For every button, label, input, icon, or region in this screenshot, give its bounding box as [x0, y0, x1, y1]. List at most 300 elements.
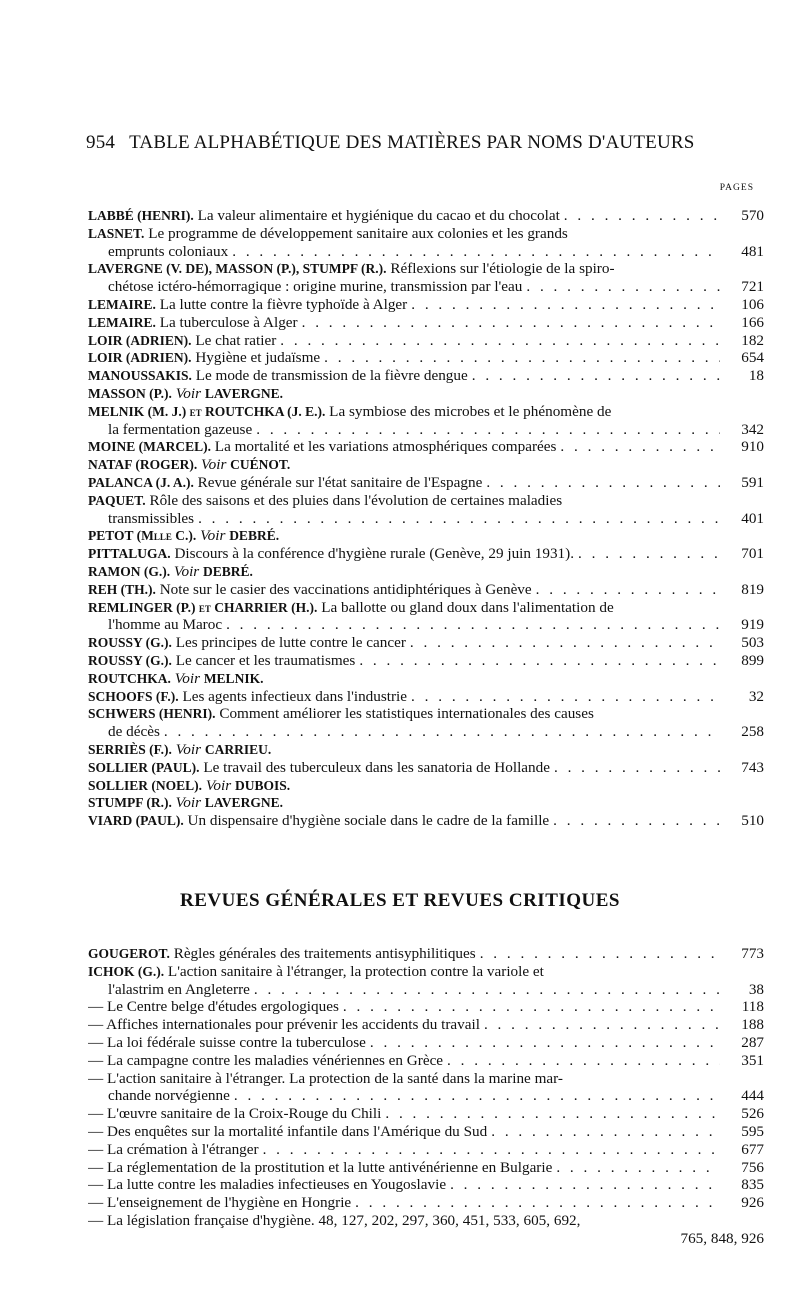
- entry-title: La tuberculose à Alger: [155, 313, 298, 331]
- see-also-label: Voir: [197, 456, 231, 474]
- entry-line: [88, 349, 764, 367]
- entry-text: [88, 1212, 580, 1230]
- entry-text: [88, 741, 271, 759]
- dot-leader: [480, 1016, 720, 1034]
- see-also-author: LAVERGNE.: [204, 795, 283, 811]
- author-name: REH (TH.).: [88, 581, 156, 597]
- dot-leader: [366, 1034, 720, 1052]
- entry-text: [88, 777, 290, 795]
- entry-title: Comment améliorer les statistiques internationales des causes: [215, 705, 594, 723]
- entry-title: — La crémation à l'étranger: [88, 1140, 259, 1158]
- entry-line: [88, 688, 764, 706]
- entry-text: [108, 616, 222, 634]
- index-entry: [88, 759, 764, 777]
- page-header: [86, 132, 766, 154]
- entry-title: La mortalité et les variations atmosphériques comparées: [211, 438, 557, 456]
- author-name: LASNET.: [88, 225, 145, 241]
- dot-leader: [228, 243, 720, 261]
- author-name: SCHWERS (HENRI).: [88, 706, 216, 722]
- entry-line: [88, 225, 764, 243]
- entry-line: [88, 777, 764, 795]
- page-ref: 258: [741, 723, 764, 741]
- entry-line: [88, 367, 764, 385]
- page-ref: 677: [741, 1140, 764, 1158]
- entry-text: [88, 1105, 381, 1123]
- entry-title: Revue générale sur l'état sanitaire de l'Espagne: [193, 473, 483, 491]
- index-entry: [88, 688, 764, 706]
- entry-text: [88, 581, 532, 599]
- dot-leader: [407, 688, 720, 706]
- dot-leader: [355, 652, 720, 670]
- entry-title: — La réglementation de la prostitution et la lutte antivénérienne en Bulgarie: [88, 1158, 553, 1176]
- index-entry: [88, 1159, 764, 1177]
- entry-line: [88, 1123, 764, 1141]
- entry-line: [88, 385, 764, 403]
- dot-leader: [320, 349, 720, 367]
- index-entry: [88, 599, 764, 635]
- index-entry: [88, 705, 764, 741]
- entry-line: [88, 705, 764, 723]
- dot-leader: [446, 1176, 720, 1194]
- index-entry: [88, 527, 764, 545]
- entry-text: [88, 1159, 552, 1177]
- entry-line: [88, 812, 764, 830]
- dot-leader: [552, 1159, 720, 1177]
- entry-title: l'homme au Maroc: [108, 616, 223, 634]
- entry-title: Le cancer et les traumatismes: [171, 651, 356, 669]
- index-entry: [88, 438, 764, 456]
- entry-title: Un dispensaire d'hygiène sociale dans le cadre de la famille: [183, 812, 550, 830]
- see-also-label: Voir: [171, 794, 205, 812]
- entry-line: [88, 945, 764, 963]
- see-also-author: DUBOIS.: [234, 777, 291, 793]
- author-name: VIARD (PAUL).: [88, 813, 184, 829]
- author-name: MASSON (P.).: [88, 385, 172, 401]
- index-entry: [88, 492, 764, 528]
- dot-leader: [194, 510, 720, 528]
- page-ref: 926: [741, 1194, 764, 1212]
- index-entry: [88, 1212, 764, 1248]
- dot-leader: [259, 1141, 720, 1159]
- entry-title: chétose ictéro-hémorragique : origine murine, transmission par l'eau: [108, 278, 523, 296]
- entry-text: [88, 349, 320, 367]
- entry-title: — La campagne contre les maladies vénériennes en Grèce: [88, 1051, 444, 1069]
- entry-text: [88, 207, 560, 225]
- author-name: NATAF (ROGER).: [88, 457, 198, 473]
- dot-leader: [230, 1087, 720, 1105]
- author-name: ICHOK (G.).: [88, 963, 165, 979]
- entry-text: [88, 296, 407, 314]
- entry-text: [88, 1052, 443, 1070]
- author-name: GOUGEROT.: [88, 946, 170, 961]
- entry-line: [88, 207, 764, 225]
- index-entry: [88, 1194, 764, 1212]
- page-ref: 481: [741, 242, 764, 260]
- entry-title: Discours à la conférence d'hygiène rurale (Genève, 29 juin 1931).: [170, 545, 574, 563]
- author-name: PALANCA (J. A.).: [88, 474, 194, 490]
- entry-title: Les principes de lutte contre le cancer: [171, 634, 406, 652]
- index-entry: [88, 332, 764, 350]
- entry-line: [88, 545, 764, 563]
- index-entry: [88, 634, 764, 652]
- entry-text: [108, 723, 160, 741]
- entry-title: de décès: [108, 723, 160, 741]
- entry-title: — Des enquêtes sur la mortalité infantile dans l'Amérique du Sud: [88, 1122, 488, 1140]
- author-name: MOINE (MARCEL).: [88, 439, 211, 455]
- page-ref: 835: [741, 1176, 764, 1194]
- entry-text: [88, 545, 574, 563]
- page-ref: 819: [741, 580, 764, 598]
- entry-text: [88, 1034, 366, 1052]
- page-ref: 32: [748, 687, 764, 705]
- reviews-index-list: [88, 945, 764, 1248]
- entry-text: [88, 945, 476, 963]
- index-entry: [88, 1016, 764, 1034]
- entry-title: Réflexions sur l'étiologie de la spiro-: [386, 260, 615, 278]
- entry-text: [88, 1070, 563, 1088]
- entry-title: la fermentation gazeuse: [108, 420, 253, 438]
- dot-leader: [574, 545, 720, 563]
- entry-text: [88, 1176, 446, 1194]
- dot-leader: [252, 421, 720, 439]
- page-ref: 919: [741, 616, 764, 634]
- entry-line: [88, 314, 764, 332]
- index-entry: [88, 207, 764, 225]
- entry-text: [88, 563, 253, 581]
- entry-text: [108, 1087, 230, 1105]
- entry-line: [88, 1141, 764, 1159]
- index-entry: [88, 652, 764, 670]
- index-entry: [88, 456, 764, 474]
- page-ref: 743: [741, 758, 764, 776]
- entry-line: [88, 403, 764, 421]
- page-title: TABLE ALPHABÉTIQUE DES MATIÈRES PAR NOMS D'AUTEURS: [129, 132, 695, 153]
- entry-title: transmissibles: [108, 509, 195, 527]
- author-name: LEMAIRE.: [88, 296, 156, 312]
- entry-text: [108, 278, 522, 296]
- entry-text: [88, 1194, 351, 1212]
- entry-text: [108, 510, 194, 528]
- entry-title: — Affiches internationales pour prévenir les accidents du travail: [88, 1016, 480, 1034]
- page-ref: 351: [741, 1051, 764, 1069]
- index-entry: [88, 1070, 764, 1106]
- entry-line: [88, 474, 764, 492]
- see-also-label: Voir: [171, 384, 205, 402]
- author-name: LABBÉ (HENRI).: [88, 208, 194, 223]
- author-name: PAQUET.: [88, 492, 146, 508]
- entry-text: [88, 670, 263, 688]
- author-name: LAVERGNE (V. DE), MASSON (P.), STUMPF (R.).: [88, 261, 387, 277]
- dot-leader: [482, 474, 720, 492]
- entry-title: L'action sanitaire à l'étranger, la protection contre la variole et: [164, 962, 544, 980]
- entry-line: [88, 981, 764, 999]
- entry-line: [88, 492, 764, 510]
- see-also-author: CARRIEU.: [204, 741, 272, 757]
- entry-line: [88, 243, 764, 261]
- entry-line: [88, 1105, 764, 1123]
- dot-leader: [468, 367, 720, 385]
- entry-line: [88, 1176, 764, 1194]
- dot-leader: [560, 207, 720, 225]
- entry-line: [88, 563, 764, 581]
- page-ref: 38: [748, 980, 764, 998]
- entry-title: emprunts coloniaux: [108, 242, 229, 260]
- page-ref: 756: [741, 1158, 764, 1176]
- entry-text: [88, 812, 549, 830]
- dot-leader: [522, 278, 720, 296]
- page-ref: 773: [741, 945, 764, 962]
- index-entry: [88, 225, 764, 261]
- entry-text: [88, 634, 406, 652]
- author-index-list: [88, 207, 764, 830]
- entry-text: [88, 1141, 259, 1159]
- entry-text: [88, 705, 594, 723]
- entry-text: [108, 243, 228, 261]
- page-ref: 721: [741, 278, 764, 296]
- page-ref: 166: [741, 313, 764, 331]
- entry-text: [88, 332, 276, 350]
- dot-leader: [276, 332, 720, 350]
- index-entry: [88, 945, 764, 963]
- index-entry: [88, 385, 764, 403]
- page-ref: 18: [748, 367, 764, 385]
- see-also-author: DEBRÉ.: [229, 528, 280, 544]
- entry-text: [88, 225, 568, 243]
- index-entry: [88, 741, 764, 759]
- author-name: SCHOOFS (F.).: [88, 688, 179, 704]
- entry-line: [88, 332, 764, 350]
- author-name: RAMON (G.).: [88, 563, 171, 579]
- entry-title: La valeur alimentaire et hygiénique du cacao et du chocolat: [193, 207, 560, 224]
- entry-line: [88, 1016, 764, 1034]
- see-also-label: Voir: [202, 776, 235, 794]
- entry-text: [88, 963, 544, 981]
- page-ref: 401: [741, 509, 764, 527]
- page-ref: 118: [741, 998, 764, 1016]
- entry-line: [88, 634, 764, 652]
- entry-line: [88, 1230, 764, 1248]
- entry-line: [88, 421, 764, 439]
- dot-leader: [407, 296, 720, 314]
- entry-title: Rôle des saisons et des pluies dans l'évolution de certaines maladies: [145, 491, 563, 509]
- page-ref: 182: [741, 331, 764, 349]
- entry-text: [88, 759, 550, 777]
- entry-line: [88, 1070, 764, 1088]
- entry-text: [88, 688, 407, 706]
- entry-title: — La loi fédérale suisse contre la tuberculose: [88, 1033, 366, 1051]
- entry-line: [88, 1087, 764, 1105]
- dot-leader: [351, 1194, 720, 1212]
- see-also-author: DEBRÉ.: [203, 563, 253, 579]
- dot-leader: [487, 1123, 720, 1141]
- entry-line: [88, 260, 764, 278]
- dot-leader: [160, 723, 720, 741]
- author-name: PITTALUGA.: [88, 546, 171, 562]
- see-also-label: Voir: [170, 669, 204, 687]
- entry-line: [88, 1034, 764, 1052]
- entry-text: [88, 1123, 487, 1141]
- see-also-label: Voir: [171, 740, 205, 758]
- entry-title: Règles générales des traitements antisyphilitiques: [169, 945, 476, 962]
- page-ref: 188: [741, 1016, 764, 1034]
- page-ref: 899: [741, 651, 764, 669]
- page-ref: 342: [741, 420, 764, 438]
- entry-line: [88, 741, 764, 759]
- page-ref: 106: [741, 295, 764, 313]
- entry-title: Le travail des tuberculeux dans les sanatoria de Hollande: [199, 758, 550, 776]
- entry-line: [88, 599, 764, 617]
- entry-title: — L'action sanitaire à l'étranger. La protection de la santé dans la marine mar-: [88, 1069, 563, 1087]
- index-entry: [88, 349, 764, 367]
- entry-line: [88, 278, 764, 296]
- entry-title: Hygiène et judaïsme: [191, 349, 321, 367]
- index-entry: [88, 1123, 764, 1141]
- entry-line: [88, 616, 764, 634]
- page-ref: 591: [741, 473, 764, 491]
- index-entry: [88, 963, 764, 999]
- dot-leader: [222, 616, 720, 634]
- entry-text: [88, 314, 298, 332]
- entry-line: [88, 759, 764, 777]
- entry-text: [108, 421, 252, 439]
- see-also-author: MELNIK.: [203, 670, 264, 686]
- index-entry: [88, 1034, 764, 1052]
- entry-text: [88, 794, 283, 812]
- index-entry: [88, 794, 764, 812]
- page-ref: 595: [741, 1122, 764, 1140]
- index-entry: [88, 581, 764, 599]
- entry-title: Le mode de transmission de la fièvre dengue: [191, 367, 468, 385]
- index-entry: [88, 1176, 764, 1194]
- dot-leader: [443, 1052, 720, 1070]
- index-entry: [88, 1141, 764, 1159]
- author-name: REMLINGER (P.) et CHARRIER (H.).: [88, 599, 318, 615]
- page-ref: 570: [741, 207, 764, 224]
- entry-title: 765, 848, 926: [680, 1229, 764, 1247]
- dot-leader: [250, 981, 720, 999]
- dot-leader: [381, 1105, 720, 1123]
- page-ref: 910: [741, 438, 764, 456]
- entry-text: [88, 527, 279, 545]
- author-name: MELNIK (M. J.) et ROUTCHKA (J. E.).: [88, 403, 326, 419]
- author-name: PETOT (Mlle C.).: [88, 528, 197, 544]
- entry-line: [88, 527, 764, 545]
- entry-title: — L'enseignement de l'hygiène en Hongrie: [88, 1194, 352, 1212]
- entry-line: [88, 963, 764, 981]
- entry-text: [88, 474, 482, 492]
- index-entry: [88, 670, 764, 688]
- entry-line: [88, 652, 764, 670]
- page-ref: 510: [741, 812, 764, 830]
- entry-line: [88, 670, 764, 688]
- index-entry: [88, 812, 764, 830]
- index-entry: [88, 403, 764, 439]
- author-name: SOLLIER (PAUL).: [88, 759, 200, 775]
- entry-text: [88, 367, 468, 385]
- entry-title: — La législation française d'hygiène. 48, 127, 202, 297, 360, 451, 533, 605, 692,: [88, 1211, 581, 1229]
- entry-line: [88, 456, 764, 474]
- entry-title: Le programme de développement sanitaire aux colonies et les grands: [144, 224, 568, 242]
- index-entry: [88, 296, 764, 314]
- author-name: LOIR (ADRIEN).: [88, 350, 192, 366]
- entry-text: [88, 492, 562, 510]
- index-entry: [88, 545, 764, 563]
- entry-line: [88, 438, 764, 456]
- entry-line: [88, 296, 764, 314]
- entry-title: La ballotte ou gland doux dans l'alimentation de: [317, 598, 614, 616]
- index-entry: [88, 474, 764, 492]
- entry-title: La lutte contre la fièvre typhoïde à Alger: [155, 295, 408, 313]
- author-name: SERRIÈS (F.).: [88, 741, 172, 757]
- page-ref: 287: [741, 1033, 764, 1051]
- entry-title: l'alastrim en Angleterre: [108, 980, 250, 998]
- index-entry: [88, 367, 764, 385]
- entry-text: [108, 981, 250, 999]
- entry-title: — L'œuvre sanitaire de la Croix-Rouge du Chili: [88, 1105, 382, 1123]
- dot-leader: [556, 438, 720, 456]
- entry-text: [88, 438, 556, 456]
- entry-line: [88, 1159, 764, 1177]
- index-entry: [88, 1052, 764, 1070]
- author-name: ROUSSY (G.).: [88, 652, 172, 668]
- page-ref: 444: [741, 1087, 764, 1105]
- entry-line: [88, 794, 764, 812]
- dot-leader: [298, 314, 720, 332]
- author-name: MANOUSSAKIS.: [88, 368, 192, 384]
- see-also-label: Voir: [196, 527, 230, 545]
- page-ref: 701: [741, 545, 764, 563]
- index-entry: [88, 998, 764, 1016]
- entry-line: [88, 581, 764, 599]
- page-ref: 654: [741, 349, 764, 367]
- dot-leader: [339, 998, 720, 1016]
- entry-title: Les agents infectieux dans l'industrie: [178, 687, 408, 705]
- see-also-author: LAVERGNE.: [204, 385, 283, 401]
- pages-column-label: PAGES: [719, 183, 754, 193]
- entry-text: [88, 456, 290, 474]
- dot-leader: [549, 812, 720, 830]
- entry-line: [88, 1194, 764, 1212]
- index-entry: [88, 777, 764, 795]
- entry-title: La symbiose des microbes et le phénomène de: [325, 402, 612, 420]
- entry-title: Note sur le casier des vaccinations antidiphtériques à Genève: [155, 580, 532, 598]
- author-name: LEMAIRE.: [88, 314, 156, 330]
- page-ref: 526: [741, 1105, 764, 1123]
- index-entry: [88, 314, 764, 332]
- entry-text: [88, 1016, 480, 1034]
- index-entry: [88, 260, 764, 296]
- entry-line: [88, 1052, 764, 1070]
- entry-line: [88, 723, 764, 741]
- entry-text: [88, 385, 283, 403]
- entry-text: [88, 998, 339, 1016]
- page-number: 954: [86, 132, 116, 153]
- entry-title: Le chat ratier: [191, 331, 277, 349]
- section-title: REVUES GÉNÉRALES ET REVUES CRITIQUES: [180, 890, 620, 911]
- page-ref: 503: [741, 634, 764, 652]
- see-also-author: CUÉNOT.: [230, 457, 291, 473]
- entry-text: [88, 403, 611, 421]
- index-entry: [88, 1105, 764, 1123]
- author-name: SOLLIER (NOEL).: [88, 777, 203, 793]
- entry-text: [88, 599, 614, 617]
- entry-text: [88, 652, 355, 670]
- author-name: ROUSSY (G.).: [88, 635, 172, 651]
- entry-line: [88, 510, 764, 528]
- entry-line: [88, 998, 764, 1016]
- see-also-label: Voir: [170, 562, 204, 580]
- dot-leader: [550, 759, 720, 777]
